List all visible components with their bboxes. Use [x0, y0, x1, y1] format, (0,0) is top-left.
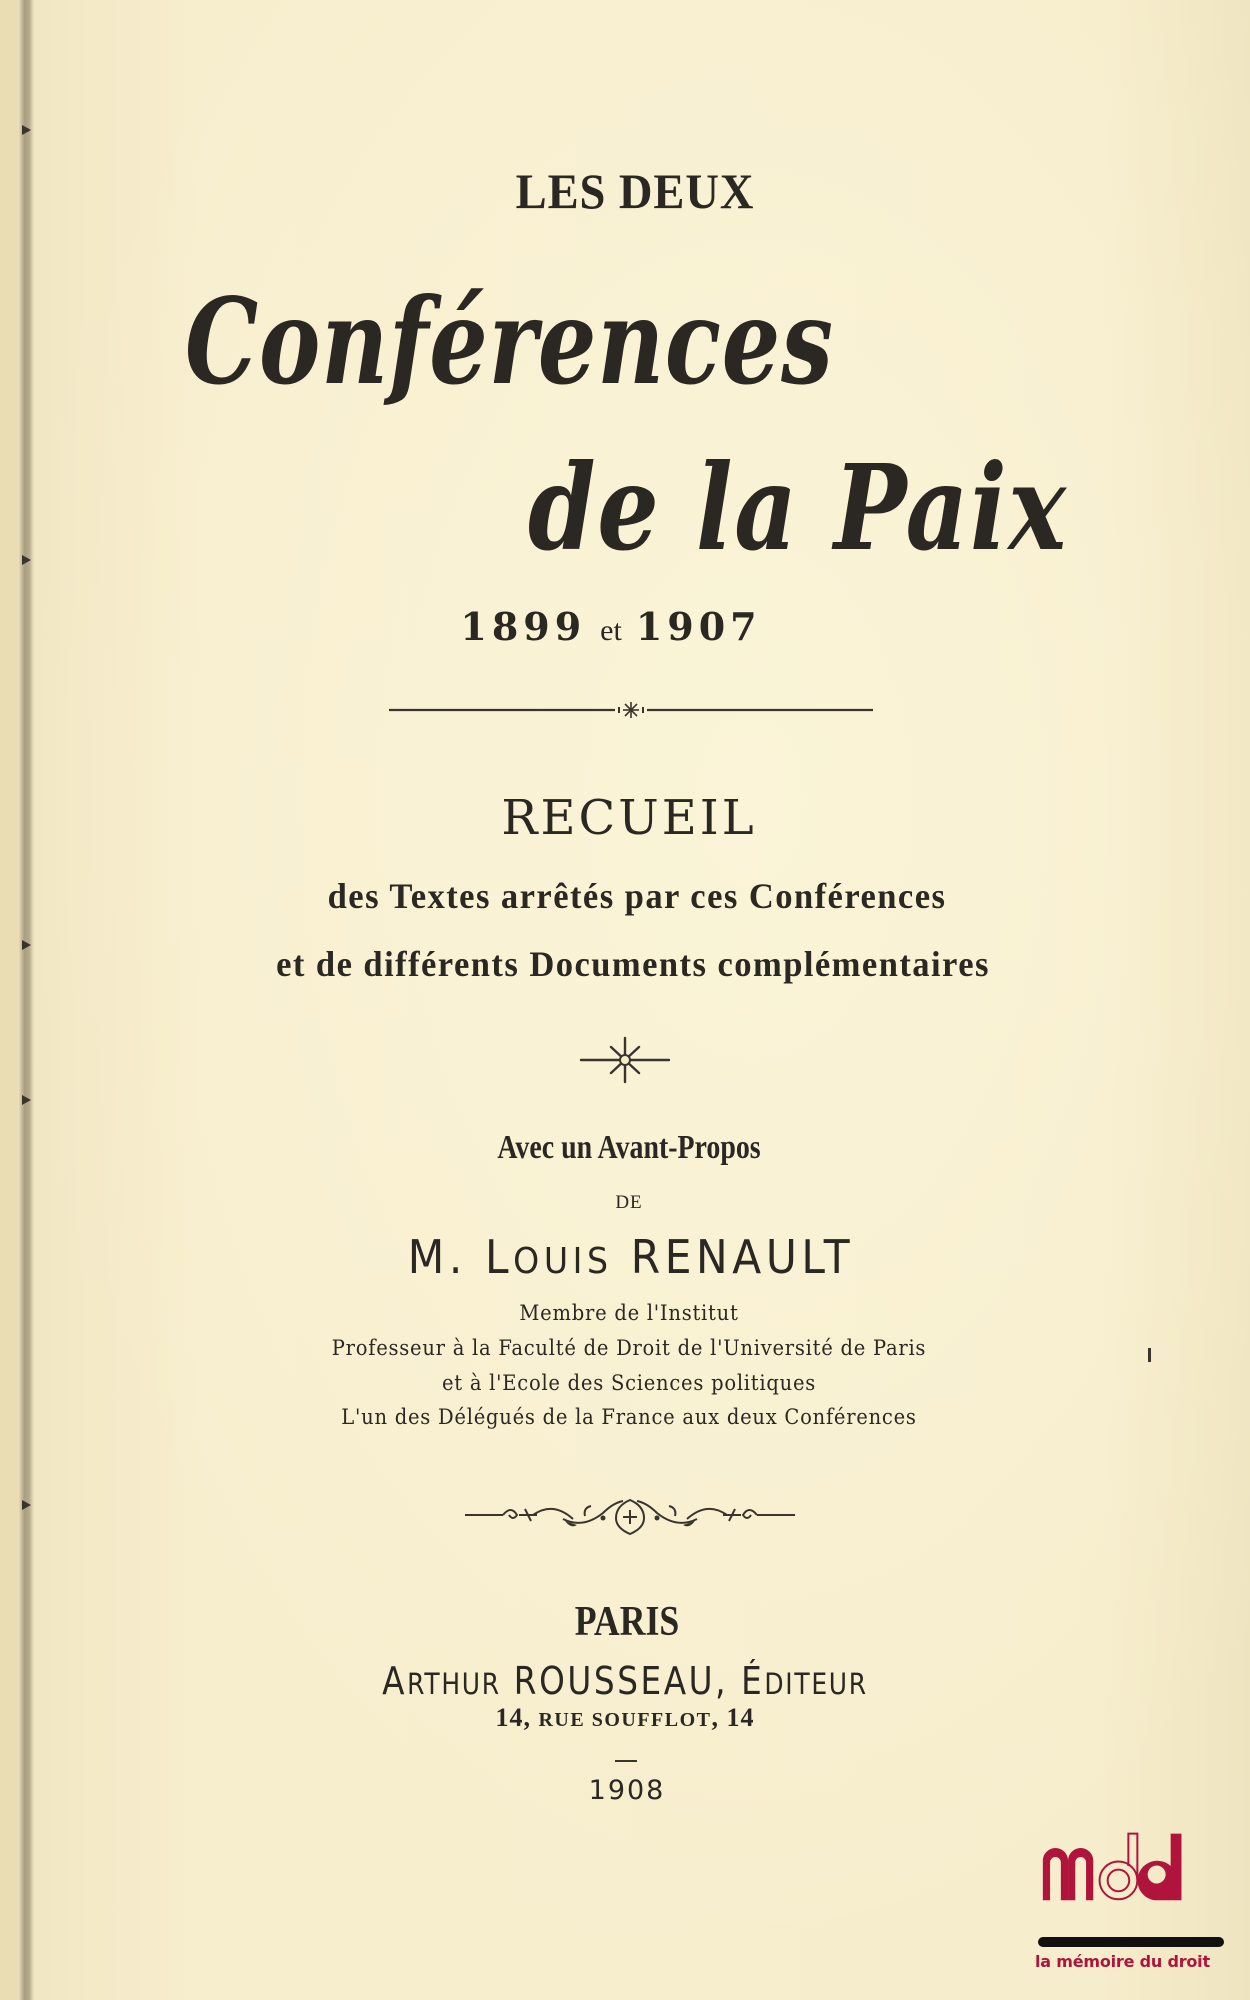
- foreword-label: Avec un Avant-Propos: [497, 1129, 761, 1166]
- supertitle: LES DEUX: [515, 163, 755, 219]
- author-credential: Professeur à la Faculté de Droit de l'Université de Paris: [331, 1336, 927, 1360]
- gutter-mark: [22, 1500, 31, 1510]
- publisher-role-initial: É: [741, 1659, 765, 1703]
- author-credential: L'un des Délégués de la France aux deux Conférences: [341, 1405, 917, 1429]
- publisher-line: [88, 1659, 1163, 1703]
- gutter-mark: [22, 125, 31, 135]
- author-prefix: M. L: [407, 1230, 514, 1284]
- subtitle-line-2: et de différents Documents complémentaires: [276, 944, 990, 984]
- publisher-first-name-small-caps: RTHUR: [407, 1667, 501, 1701]
- author-name: [56, 1230, 1206, 1284]
- author-credential: et à l'Ecole des Sciences politiques: [441, 1371, 817, 1395]
- publication-year: 1908: [588, 1775, 666, 1806]
- short-rule: [615, 1760, 637, 1762]
- star-burst-ornament-icon: [575, 1035, 675, 1085]
- recueil-heading: RECUEIL: [501, 790, 757, 846]
- years-line: [0, 604, 1236, 650]
- publisher-name: ROUSSEAU,: [500, 1659, 742, 1703]
- foreword-by: DE: [615, 1192, 643, 1213]
- year-1907: 1907: [635, 604, 762, 649]
- author-credential: Membre de l'Institut: [519, 1301, 739, 1325]
- address-number: , 14: [711, 1703, 755, 1732]
- publication-city: PARIS: [574, 1599, 680, 1645]
- logo-underline-bar: [1038, 1937, 1224, 1947]
- gutter-mark: [22, 940, 31, 950]
- address-street: RUE SOUFFLOT: [538, 1709, 712, 1731]
- publisher-address: [0, 1703, 1250, 1733]
- binding-gutter: [18, 0, 34, 2000]
- mdd-logo-icon: [1030, 1830, 1215, 1902]
- title-line-1: Conférences: [185, 272, 834, 411]
- publisher-role-small-caps: DITEUR: [764, 1667, 868, 1701]
- logo-tagline: la mémoire du droit: [1035, 1952, 1210, 1971]
- gutter-mark: [22, 1095, 31, 1105]
- year-connector: et: [600, 614, 622, 647]
- mdd-watermark-logo: [1020, 1830, 1225, 1980]
- author-first-name-small-caps: OUIS: [513, 1241, 613, 1282]
- line-star-divider-icon: [387, 700, 875, 720]
- address-number: 14,: [495, 1703, 539, 1732]
- year-1899: 1899: [460, 604, 587, 649]
- subtitle-line-1: des Textes arrêtés par ces Conférences: [327, 876, 947, 916]
- author-last-name: RENAULT: [612, 1230, 855, 1284]
- scroll-filigree-ornament-icon: [463, 1492, 797, 1540]
- gutter-mark: [22, 555, 31, 565]
- ink-speck: [1148, 1348, 1151, 1362]
- page-edge: [0, 0, 18, 2000]
- publisher-initial: A: [382, 1659, 408, 1703]
- title-line-2: de la Paix: [528, 438, 1068, 577]
